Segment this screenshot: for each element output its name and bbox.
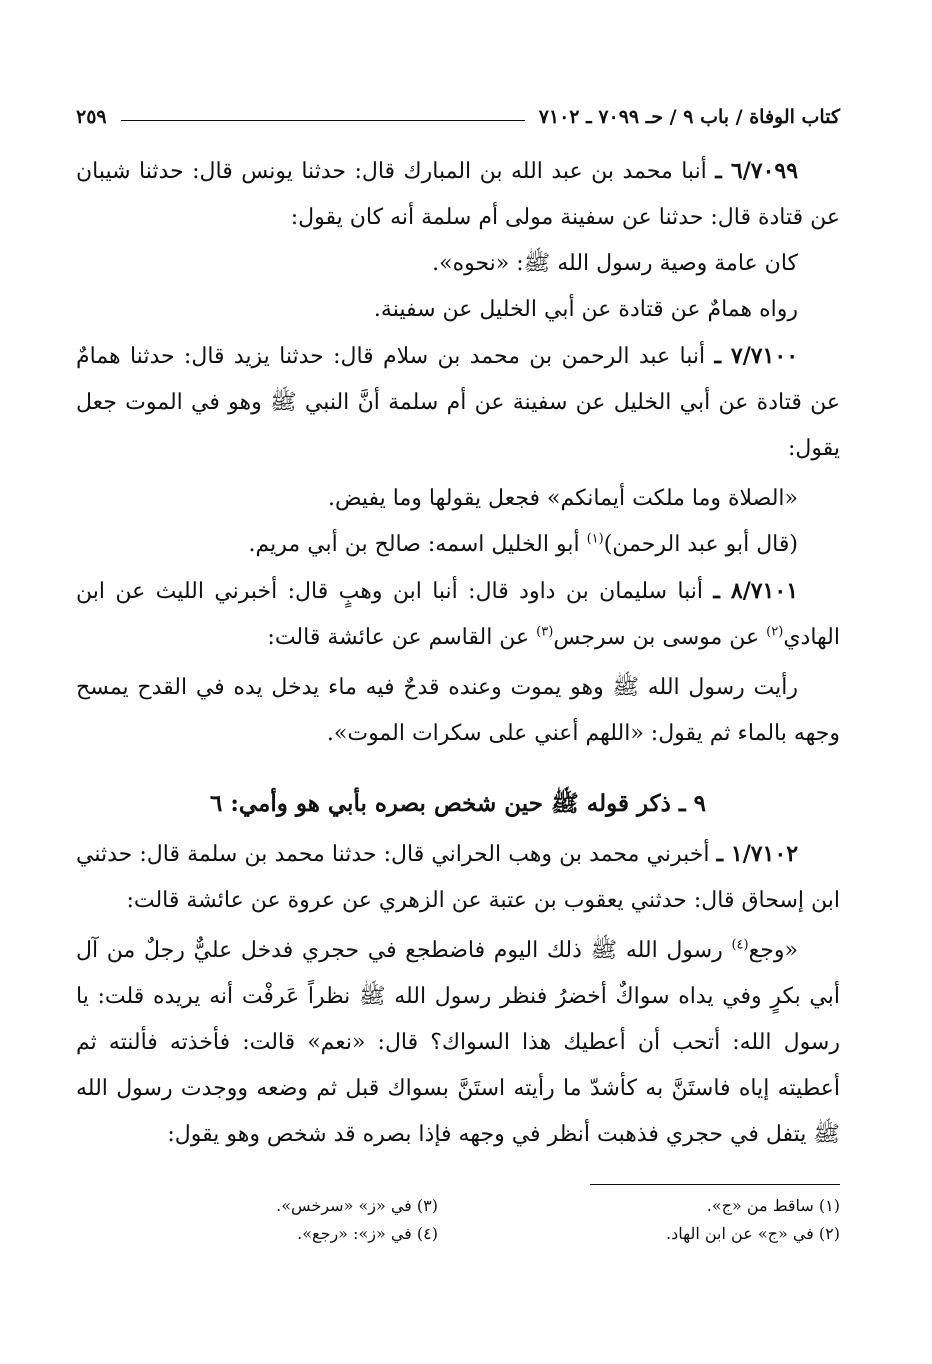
footnote-ref: (٢): [766, 624, 784, 640]
page-number: ٢٥٩: [76, 106, 107, 128]
hadith-number: ١/٧١٠٢ ـ: [716, 841, 799, 867]
footnote-ref: (٤): [731, 937, 749, 953]
hadith-7102-isnad: [76, 831, 840, 924]
footnote-separator: [590, 1184, 840, 1185]
hadith-7101-matn: رأيت رسول الله ﷺ وهو يموت وعنده قدحٌ فيه ماء يدخل يده في القدح يمسح وجهه بالماء ثم يقول: «اللهم أعني على سكرات الموت».: [76, 675, 840, 746]
hadith-7102-matn: [76, 928, 840, 1158]
section-heading: ٩ ـ ذكر قوله ﷺ حين شخص بصره بأبي هو وأمي: ٦: [210, 790, 706, 817]
hadith-7099-isnad: [76, 148, 840, 241]
isnad-text: عن موسى بن سرجس: [553, 625, 767, 650]
footnote-1: (١) ساقط من «ج».: [706, 1196, 840, 1215]
header-rule: [121, 120, 525, 121]
footnotes: [76, 1193, 840, 1247]
hadith-7101-isnad: [76, 568, 840, 661]
hadith-number: ٦/٧٠٩٩ ـ: [715, 158, 799, 184]
footnote-2: (٢) في «ج» عن ابن الهاد.: [666, 1224, 840, 1243]
matn-text: رسول الله ﷺ ذلك اليوم فاضطجع في حجري فدخل عليٌّ رجلٌ من آل أبي بكرٍ وفي يداه سواكٌ أخضرُ فنظر رسول الله ﷺ نظراً عَرفْت أنه يريده قلت: يا رسول الله: أتحب أن أعطيك هذا السواك؟ قال: «نعم» قالت: فأخذته فألنته ثم أعطيته إياه فاستَنَّ به كأشدّ ما رأيته استَنَّ بسواك قبل ثم وضعه ووجدت رسول الله ﷺ يتفل في حجري فذهبت أنظر في وجهه فإذا بصره قد شخص وهو يقول:: [76, 938, 840, 1147]
matn-text: «وجع: [748, 938, 798, 963]
hadith-number: ٧/٧١٠٠ ـ: [714, 343, 799, 369]
hadith-7100-note: [76, 522, 840, 568]
note-text: (قال أبو عبد الرحمن): [603, 532, 798, 557]
hadith-7100-isnad: [76, 333, 840, 472]
running-header: [76, 92, 840, 128]
isnad-text: أنبا سليمان بن داود قال: أنبا ابن وهبٍ قال: أخبرني الليث عن ابن الهادي: [76, 579, 840, 650]
footnote-4: (٤) في «ز»: «رجع».: [297, 1224, 438, 1243]
isnad-text: أنبا عبد الرحمن بن محمد بن سلام قال: حدثنا يزيد قال: حدثنا همامٌ عن قتادة عن أبي الخليل عن سفينة عن أم سلمة أنَّ النبي ﷺ وهو في الموت جعل يقول:: [76, 344, 840, 461]
hadith-7099-note: رواه همامٌ عن قتادة عن أبي الخليل عن سفينة.: [373, 297, 798, 322]
isnad-text: عن القاسم عن عائشة قالت:: [267, 625, 537, 650]
footnote-3: (٣) في «ز» «سرخس».: [276, 1196, 438, 1215]
header-title: كتاب الوفاة / باب ٩ / حـ ٧٠٩٩ ـ ٧١٠٢: [538, 106, 840, 128]
book-page: [76, 92, 840, 1364]
hadith-7099-matn: كان عامة وصية رسول الله ﷺ: «نحوه».: [432, 251, 798, 276]
isnad-text: أنبا محمد بن عبد الله بن المبارك قال: حدثنا يونس قال: حدثنا شيبان عن قتادة قال: حدثنا عن سفينة مولى أم سلمة أنه كان يقول:: [76, 159, 840, 230]
hadith-number: ٨/٧١٠١ ـ: [713, 578, 799, 604]
note-text: أبو الخليل اسمه: صالح بن أبي مريم.: [248, 532, 587, 557]
footnote-ref: (١): [586, 531, 604, 547]
hadith-7100-matn: «الصلاة وما ملكت أيمانكم» فجعل يقولها وما يفيض.: [327, 486, 798, 511]
isnad-text: أخبرني محمد بن وهب الحراني قال: حدثنا محمد بن سلمة قال: حدثني ابن إسحاق قال: حدثني يعقوب بن عتبة عن الزهري عن عروة عن عائشة قالت:: [76, 842, 840, 913]
footnote-ref: (٣): [536, 624, 554, 640]
